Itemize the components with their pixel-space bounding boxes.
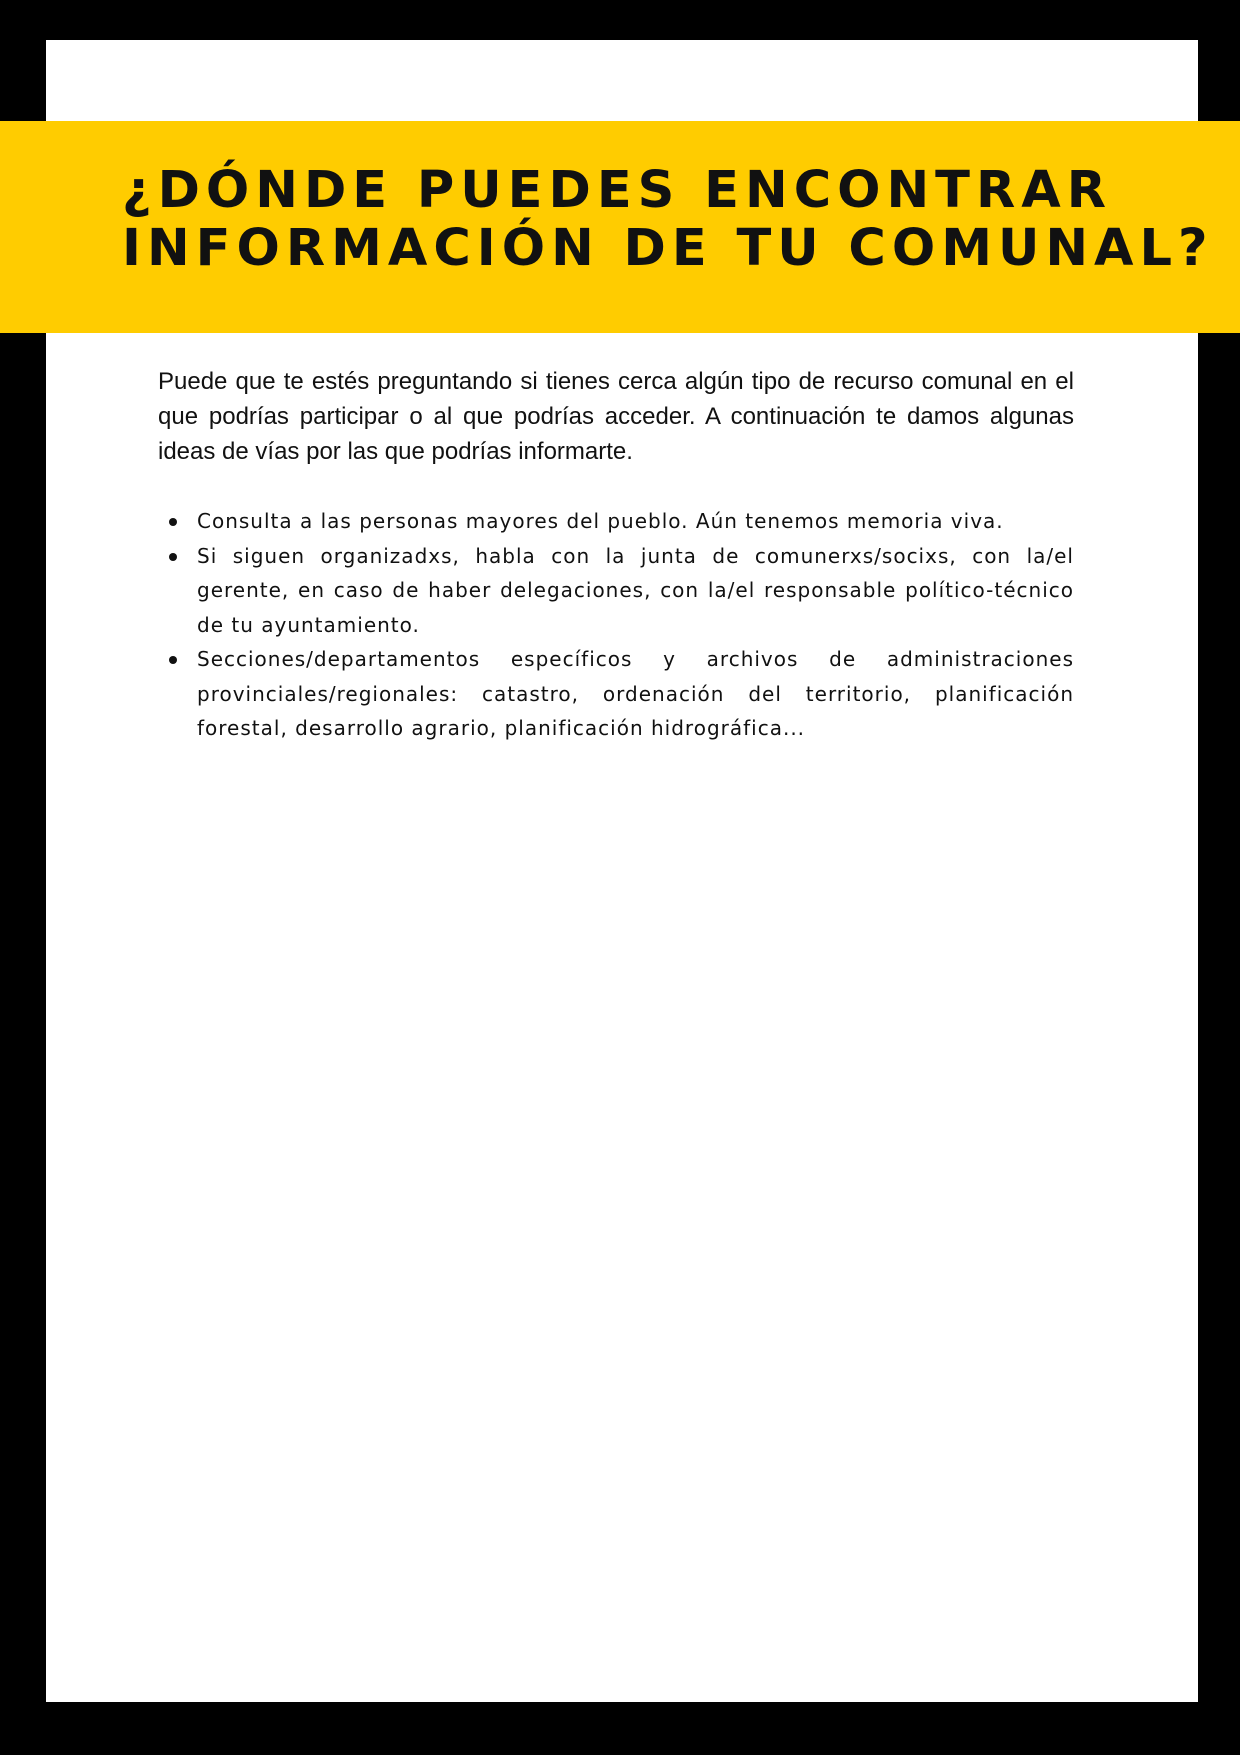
list-item — [158, 539, 1074, 643]
page-title-line-2: INFORMACIÓN DE TU COMUNAL? — [122, 219, 1214, 278]
info-list — [158, 504, 1074, 746]
list-item-text: Si siguen organizadxs, habla con la junta de comunerxs/socixs, con la/el gerente, en caso de haber delegaciones, con la/el responsable político-técnico de tu ayuntamiento. — [197, 543, 1074, 637]
list-item — [158, 642, 1074, 746]
bullet-icon — [169, 518, 177, 526]
list-item-text: Consulta a las personas mayores del pueblo. Aún tenemos memoria viva. — [197, 509, 1004, 533]
page-title — [122, 161, 1214, 278]
list-item-text: Secciones/departamentos específicos y archivos de administraciones provinciales/regionales: catastro, ordenación del territorio, planificación forestal, desarrollo agrario, planificación hidrográfica... — [197, 647, 1074, 740]
bullet-icon — [169, 553, 177, 561]
intro-paragraph: Puede que te estés preguntando si tienes cerca algún tipo de recurso comunal en el que podrías participar o al que podrías acceder. A continuación te damos algunas ideas de vías por las que podrías informarte. — [158, 368, 1074, 465]
bullet-icon — [169, 656, 177, 664]
list-item — [158, 504, 1074, 539]
page-title-line-1: ¿DÓNDE PUEDES ENCONTRAR — [122, 161, 1112, 220]
